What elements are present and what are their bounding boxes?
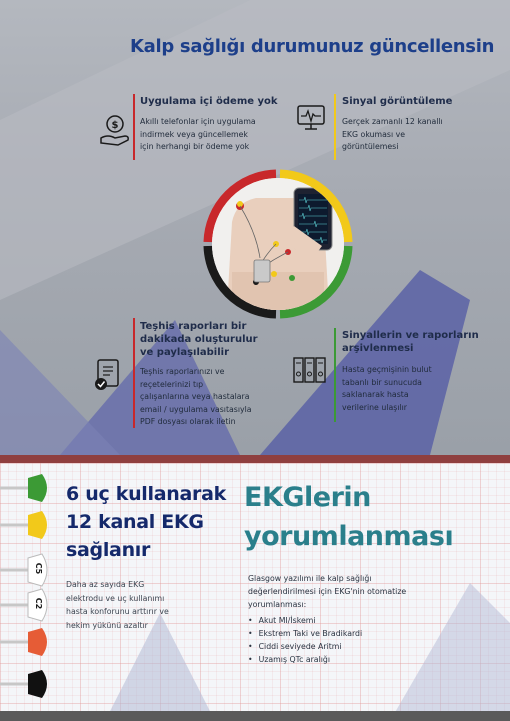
dollar-hand-icon	[98, 112, 132, 148]
leads-heading	[66, 480, 226, 564]
report-check-icon	[92, 358, 124, 392]
interpret-list	[248, 614, 448, 666]
leads-heading-line: 6 uç kullanarak	[66, 483, 226, 505]
interpret-desc-line: değerlendirilmesi için EKG'nin otomatize	[248, 587, 407, 596]
page-title: Kalp sağlığı durumunuz güncellensin	[130, 36, 495, 57]
feature-line: tabanlı bir sunucuda	[342, 377, 422, 387]
feature-line: indirmek veya güncellemek	[140, 129, 248, 139]
list-item: • Uzamış QTc aralığı	[248, 653, 448, 666]
leads-desc-line: hasta konforunu arttırır ve	[66, 607, 169, 616]
red-accent-bar	[133, 318, 135, 428]
red-accent-bar	[133, 94, 135, 160]
electrode-label: C5	[34, 562, 44, 575]
leads-desc-line: hekim yükünü azaltır	[66, 620, 148, 630]
feature-line: EKG okuması ve	[342, 129, 406, 139]
feature-line: Hasta geçmişinin bulut	[342, 365, 432, 374]
feature-line: PDF dosyası olarak iletin	[140, 417, 236, 426]
feature-line: için herhangi bir ödeme yok	[140, 142, 250, 151]
leads-heading-line: sağlanır	[66, 539, 151, 561]
electrode-leads	[0, 470, 60, 705]
feature-title-line: arşivlenmesi	[342, 343, 414, 354]
interpret-heading	[244, 478, 453, 556]
electrode-label: C2	[34, 597, 44, 610]
interpret-heading-line: yorumlanması	[244, 521, 454, 552]
list-item: • Ekstrem Taki ve Bradikardi	[248, 627, 448, 640]
svg-text:$: $	[111, 120, 119, 131]
interpret-description	[248, 572, 448, 666]
archive-binders-icon	[292, 354, 328, 386]
leads-heading-line: 12 kanal EKG	[66, 511, 204, 533]
green-accent-bar	[334, 328, 336, 422]
feature-signal-view	[342, 95, 452, 154]
interpret-desc-line: Glasgow yazılımı ile kalp sağlığı	[248, 574, 372, 583]
feature-title-line: Sinyallerin ve raporların	[342, 330, 479, 341]
leads-desc-line: elektrodu ve uç kullanımı	[66, 593, 165, 603]
divider-band	[0, 455, 510, 463]
feature-reports	[140, 320, 258, 429]
feature-title-line: dakikada oluşturulur	[140, 334, 258, 345]
feature-title: Uygulama içi ödeme yok	[140, 96, 278, 107]
interpret-desc-line: yorumlanması:	[248, 600, 307, 609]
feature-no-payment	[140, 95, 278, 154]
feature-archiving	[342, 329, 479, 414]
list-item: • Akut MI/İskemi	[248, 614, 448, 627]
feature-title: Sinyal görüntüleme	[342, 96, 453, 107]
leads-desc-line: Daha az sayıda EKG	[66, 580, 145, 589]
ecg-monitor-icon	[296, 104, 326, 132]
leads-description	[66, 578, 206, 632]
feature-line: email / uygulama vasıtasıyla	[140, 404, 252, 414]
feature-title-line: ve paylaşılabilir	[140, 347, 230, 358]
ecg-device-circle	[196, 162, 360, 326]
feature-line: Gerçek zamanlı 12 kanallı	[342, 117, 443, 126]
feature-line: Akıllı telefonlar için uygulama	[140, 117, 256, 126]
feature-line: Teşhis raporlarınızı ve	[140, 367, 225, 376]
interpret-heading-line: EKGlerin	[244, 482, 371, 513]
feature-line: verilerine ulaşılır	[342, 402, 407, 412]
yellow-accent-bar	[334, 94, 336, 160]
list-item: • Ciddi seviyede Aritmi	[248, 640, 448, 653]
feature-line: görüntülemesi	[342, 142, 399, 151]
feature-line: reçetelerinizi tıp	[140, 379, 204, 389]
feature-line: çalışanlarına veya hastalara	[140, 392, 250, 401]
feature-title-line: Teşhis raporları bir	[140, 321, 247, 332]
feature-line: saklanarak hasta	[342, 390, 409, 399]
